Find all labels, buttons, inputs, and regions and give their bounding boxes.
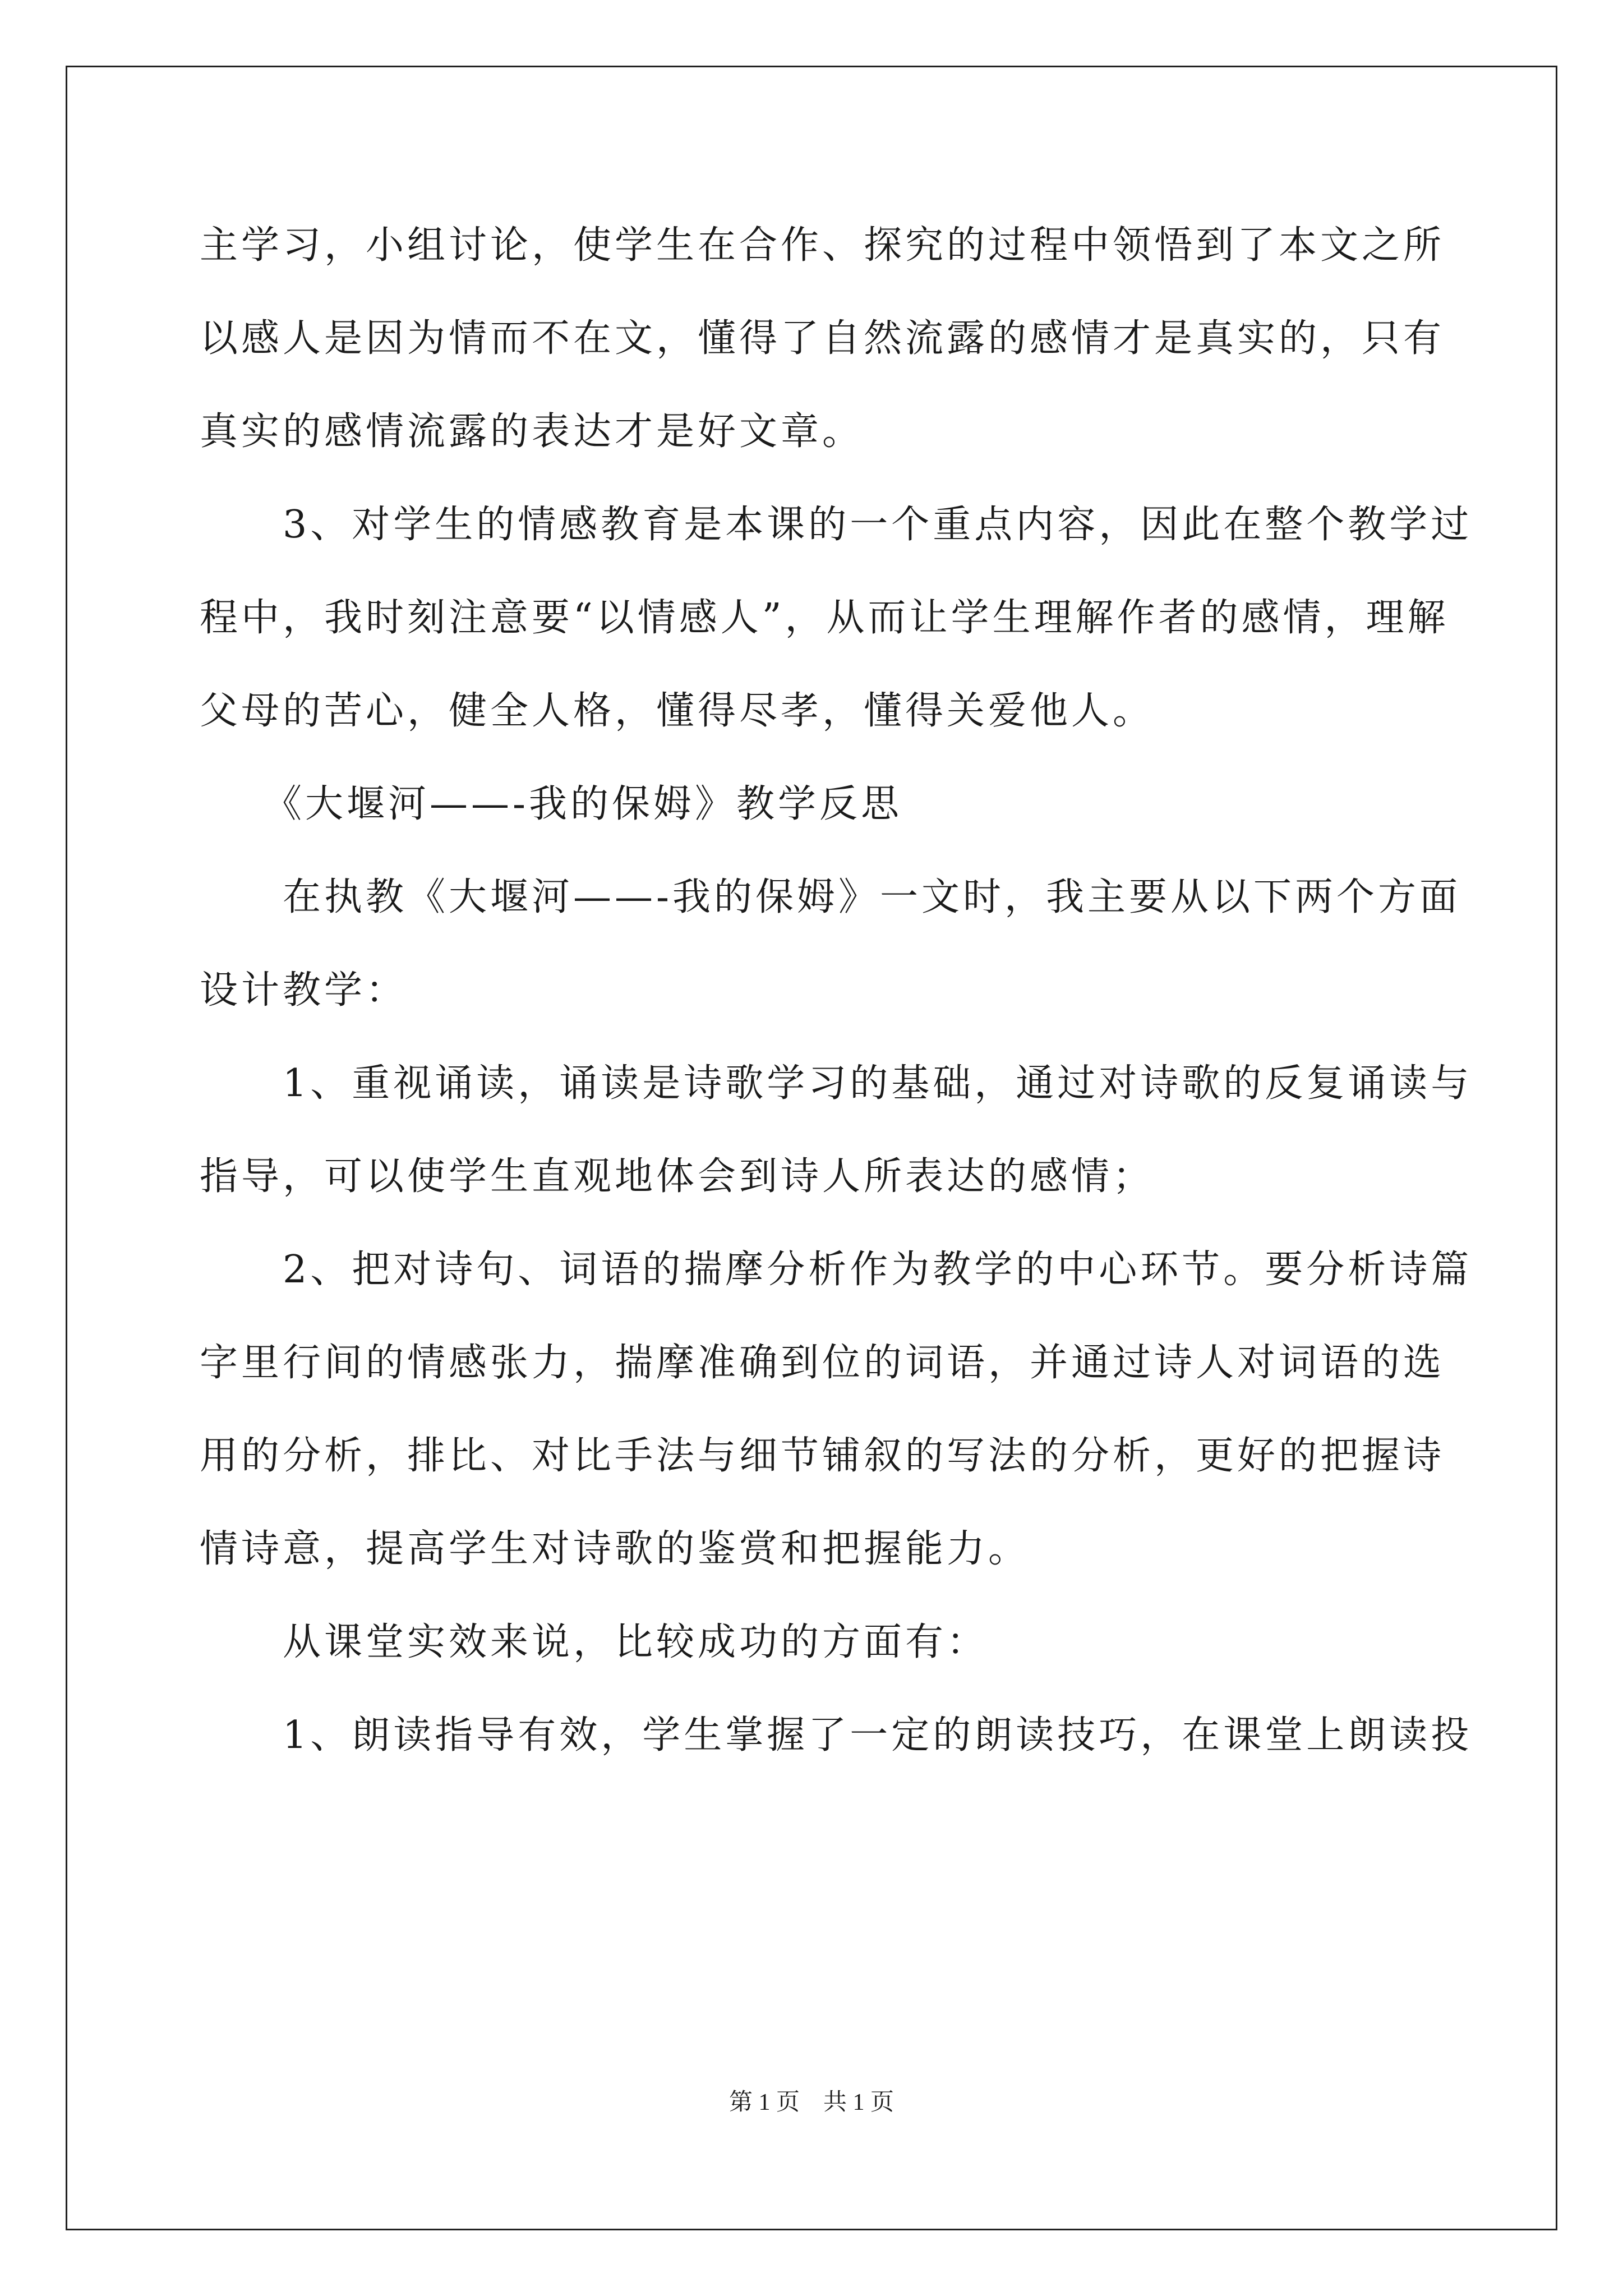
text-line-10: 1、重视诵读，诵读是诗歌学习的基础，通过对诗歌的反复诵读与 xyxy=(200,1061,1473,1106)
text-line-5: 程中，我时刻注意要“以情感人”，从而让学生理解作者的感情，理解 xyxy=(200,596,1449,640)
text-line-9: 设计教学： xyxy=(200,968,408,1013)
text-line-2: 以感人是因为情而不在文，懂得了自然流露的感情才是真实的，只有 xyxy=(200,316,1445,361)
text-line-1: 主学习，小组讨论，使学生在合作、探究的过程中领悟到了本文之所 xyxy=(200,223,1445,268)
page-number-footer: 第 1 页 共 1 页 xyxy=(728,2090,894,2115)
text-line-8: 在执教《大堰河——-我的保姆》一文时，我主要从以下两个方面 xyxy=(200,875,1461,919)
text-line-12: 2、把对诗句、词语的揣摩分析作为教学的中心环节。要分析诗篇 xyxy=(200,1248,1473,1292)
text-line-11: 指导，可以使学生直观地体会到诗人所表达的感情； xyxy=(200,1154,1155,1199)
text-line-14: 用的分析，排比、对比手法与细节铺叙的写法的分析，更好的把握诗 xyxy=(200,1434,1445,1478)
section-heading: 《大堰河——-我的保姆》教学反思 xyxy=(200,782,902,826)
text-line-4: 3、对学生的情感教育是本课的一个重点内容，因此在整个教学过 xyxy=(200,503,1473,547)
page-frame xyxy=(66,66,1557,2230)
text-line-15: 情诗意，提高学生对诗歌的鉴赏和把握能力。 xyxy=(200,1527,1030,1571)
text-line-3: 真实的感情流露的表达才是好文章。 xyxy=(200,409,864,454)
text-line-6: 父母的苦心，健全人格，懂得尽孝，懂得关爱他人。 xyxy=(200,689,1155,733)
text-line-17: 1、朗读指导有效，学生掌握了一定的朗读技巧，在课堂上朗读投 xyxy=(200,1713,1473,1757)
text-line-13: 字里行间的情感张力，揣摩准确到位的词语，并通过诗人对词语的选 xyxy=(200,1341,1445,1385)
text-line-16: 从课堂实效来说，比较成功的方面有： xyxy=(200,1620,989,1664)
